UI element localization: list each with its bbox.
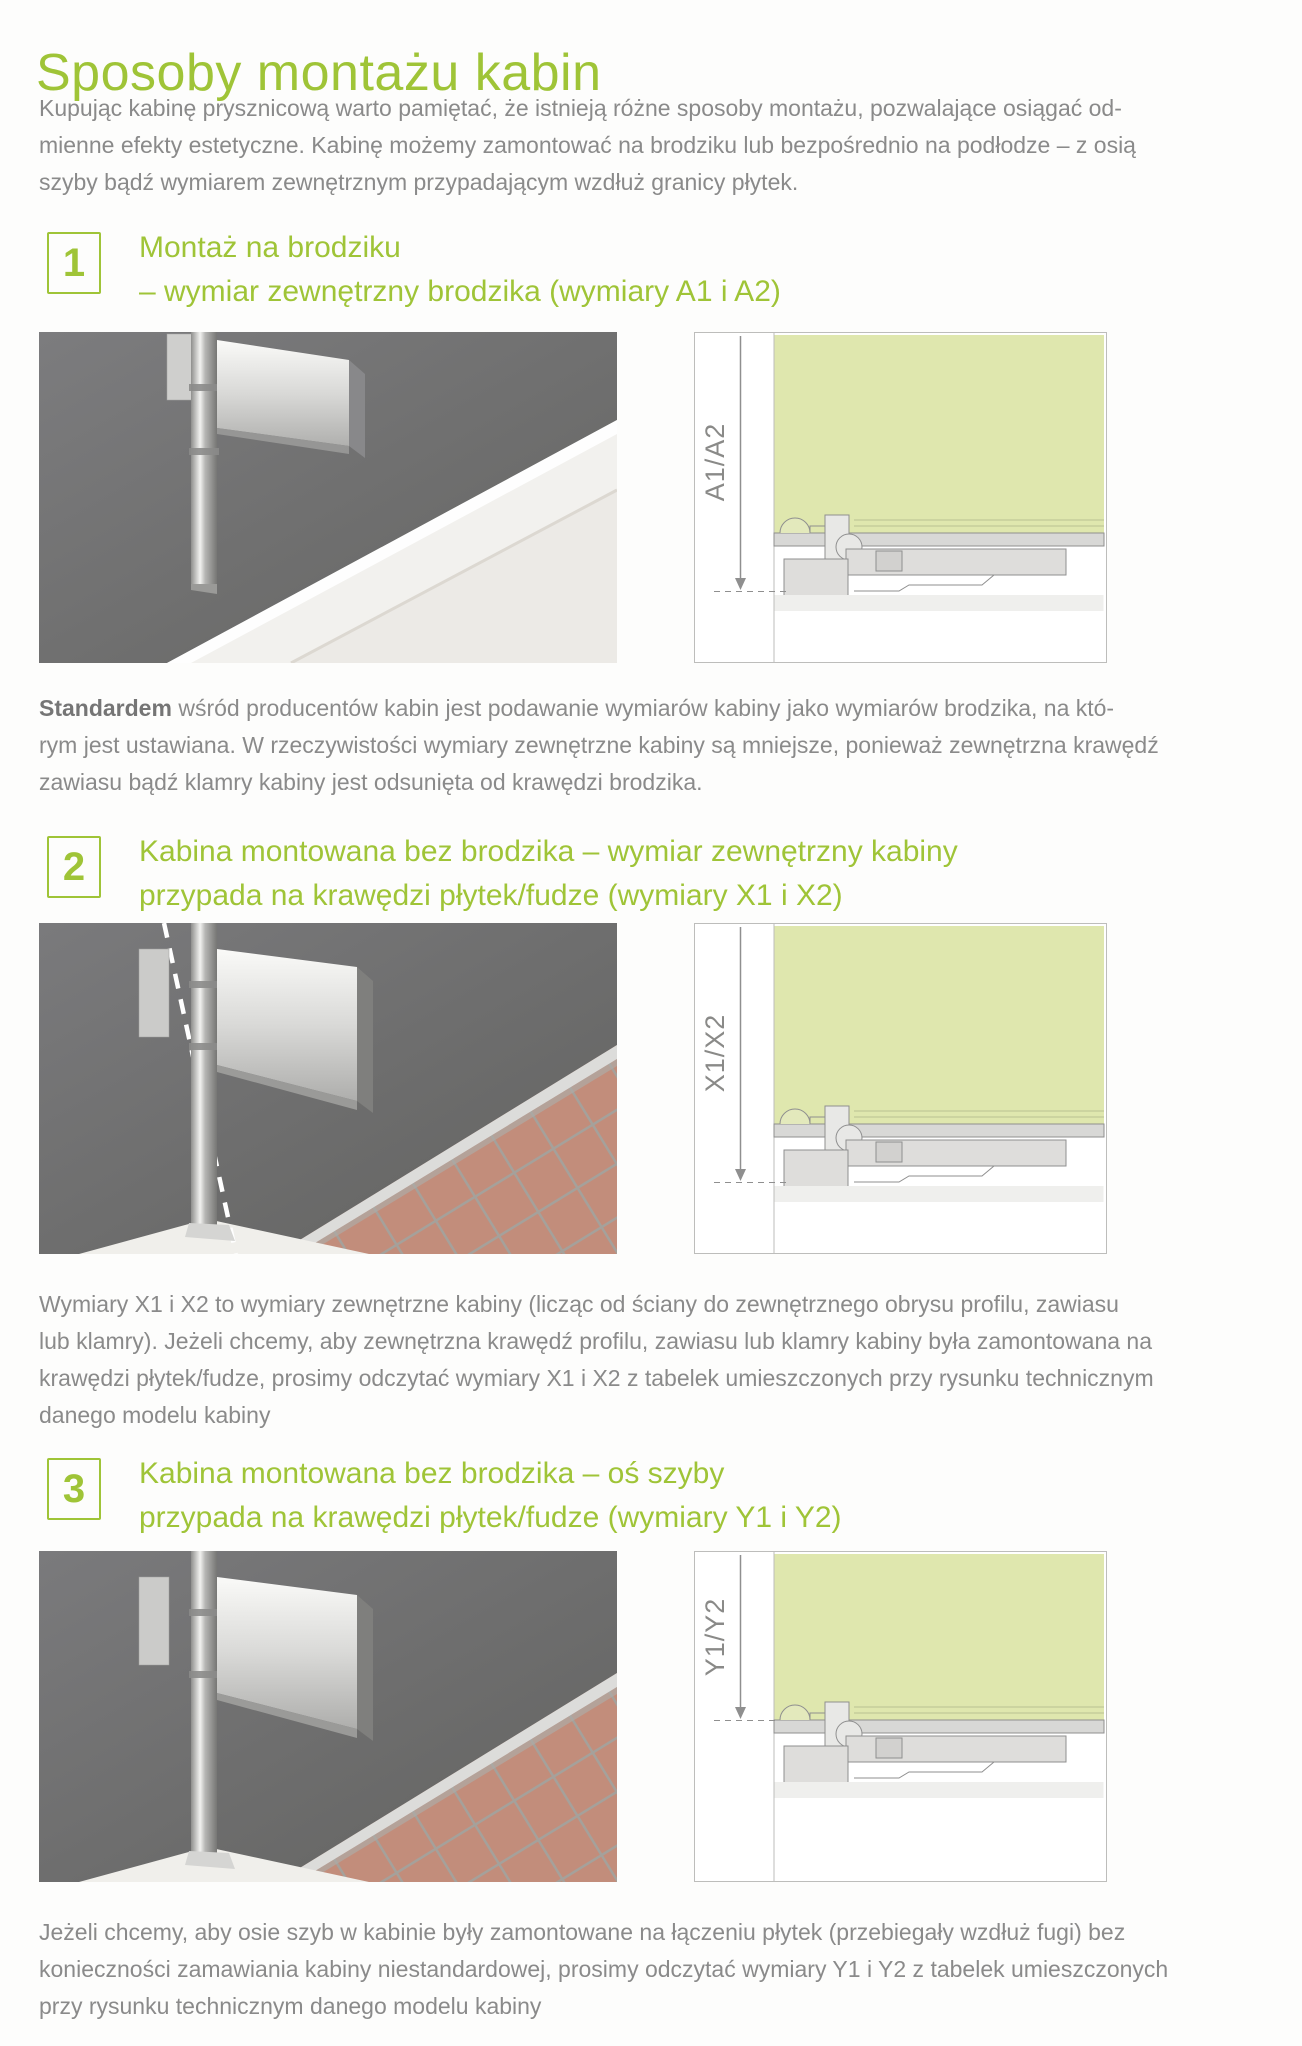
tiled-floor-render [39, 1551, 617, 1882]
paragraph-line: rym jest ustawiana. W rzeczywistości wymiary zewnętrzne kabiny są mniejsze, ponieważ zewnętrzna krawędź [39, 732, 1159, 758]
hinge-plate-side [349, 360, 365, 458]
bold-lead: Standardem [39, 695, 172, 721]
section-1-heading [139, 226, 781, 314]
diagram-y1-y2 [694, 1551, 1107, 1882]
section-number: 2 [62, 844, 86, 889]
paragraph-line: przy rysunku technicznym danego modelu kabiny [39, 1993, 542, 2019]
paragraph-line: Jeżeli chcemy, aby osie szyb w kabinie były zamontowane na łączeniu płytek (przebiegały wzdłuż fugi) bez [39, 1919, 1126, 1945]
chrome-profile [191, 332, 217, 584]
section-number: 3 [62, 1466, 86, 1511]
technical-drawing-x1-x2 [694, 923, 1107, 1254]
intro-paragraph [39, 90, 1136, 201]
hinge-plate-side [357, 967, 373, 1113]
photo-shower-tray-corner [39, 332, 617, 663]
hinge-knuckle [189, 384, 219, 391]
heading-line: – wymiar zewnętrzny brodzika (wymiary A1 i A2) [139, 275, 781, 308]
hinge-plate-side [357, 1595, 373, 1741]
photo-tiled-floor [39, 1551, 617, 1882]
hinge-knuckle [189, 1609, 219, 1616]
paragraph-line: danego modelu kabiny [39, 1402, 271, 1428]
chrome-profile [191, 923, 217, 1225]
paragraph-line: konieczności zamawiania kabiny niestandardowej, prosimy odczytać wymiary Y1 i Y2 z tabelek umieszczonych [39, 1956, 1169, 1982]
section-number: 1 [62, 240, 86, 285]
technical-drawing-y1-y2 [694, 1551, 1107, 1882]
heading-line: Kabina montowana bez brodzika – wymiar zewnętrzny kabiny [139, 835, 958, 868]
intro-line: mienne efekty estetyczne. Kabinę możemy zamontować na brodziku lub bezpośrednio na podłodze – z osią [39, 132, 1136, 158]
intro-line: Kupując kabinę prysznicową warto pamiętać, że istnieją różne sposoby montażu, pozwalające osiągać od- [39, 95, 1122, 121]
paragraph-tray-standard [39, 690, 1159, 801]
paragraph-line: krawędzi płytek/fudze, prosimy odczytać wymiary X1 i X2 z tabelek umieszczonych przy rysunku technicznym [39, 1365, 1154, 1391]
paragraph-line: Standardem wśród producentów kabin jest podawanie wymiarów kabiny jako wymiarów brodzika, na któ- [39, 695, 1115, 721]
paragraph-x1-x2 [39, 1286, 1154, 1434]
heading-line: Kabina montowana bez brodzika – oś szyby [139, 1457, 725, 1490]
wall-bracket [139, 949, 169, 1037]
section-3-header [47, 1458, 842, 1540]
chrome-profile [191, 1551, 217, 1853]
section-2-heading [139, 830, 958, 918]
dimension-label: A1/A2 [700, 422, 730, 502]
dimension-label: X1/X2 [700, 1013, 730, 1093]
section-1-number-badge [47, 232, 101, 294]
photo-tiled-floor-axis [39, 923, 617, 1254]
heading-line: Montaż na brodziku [139, 231, 401, 264]
paragraph-line: lub klamry). Jeżeli chcemy, aby zewnętrzna krawędź profilu, zawiasu lub klamry kabiny była zamontowana na [39, 1328, 1152, 1354]
glass-area [774, 335, 1104, 533]
wall-bracket [139, 1577, 169, 1665]
section-3-heading [139, 1452, 842, 1540]
heading-line: przypada na krawędzi płytek/fudze (wymiary X1 i X2) [139, 879, 843, 912]
section-3-number-badge [47, 1458, 101, 1520]
technical-drawing-a1-a2 [694, 332, 1107, 663]
hinge-knuckle [189, 1043, 219, 1050]
glass-area [774, 926, 1104, 1124]
section-2-header [47, 836, 958, 918]
heading-line: przypada na krawędzi płytek/fudze (wymiary Y1 i Y2) [139, 1501, 842, 1534]
page-title: Sposoby montażu kabin [36, 43, 602, 102]
section-2-number-badge [47, 836, 101, 898]
dimension-label: Y1/Y2 [700, 1597, 730, 1677]
shower-tray-render [39, 332, 617, 663]
paragraph-line: Wymiary X1 i X2 to wymiary zewnętrzne kabiny (licząc od ściany do zewnętrznego obrysu profilu, zawiasu [39, 1291, 1119, 1317]
intro-line: szyby bądź wymiarem zewnętrznym przypadającym wzdłuż granicy płytek. [39, 169, 799, 195]
hinge-knuckle [189, 1671, 219, 1678]
section-1-header [47, 232, 781, 314]
hinge-knuckle [189, 981, 219, 988]
diagram-a1-a2 [694, 332, 1107, 663]
paragraph-y1-y2 [39, 1914, 1168, 2025]
hinge-knuckle [189, 448, 219, 455]
paragraph-line: zawiasu bądź klamry kabiny jest odsunięta od krawędzi brodzika. [39, 769, 703, 795]
diagram-x1-x2 [694, 923, 1107, 1254]
glass-area [774, 1554, 1104, 1720]
tiled-floor-render-with-axis [39, 923, 617, 1254]
